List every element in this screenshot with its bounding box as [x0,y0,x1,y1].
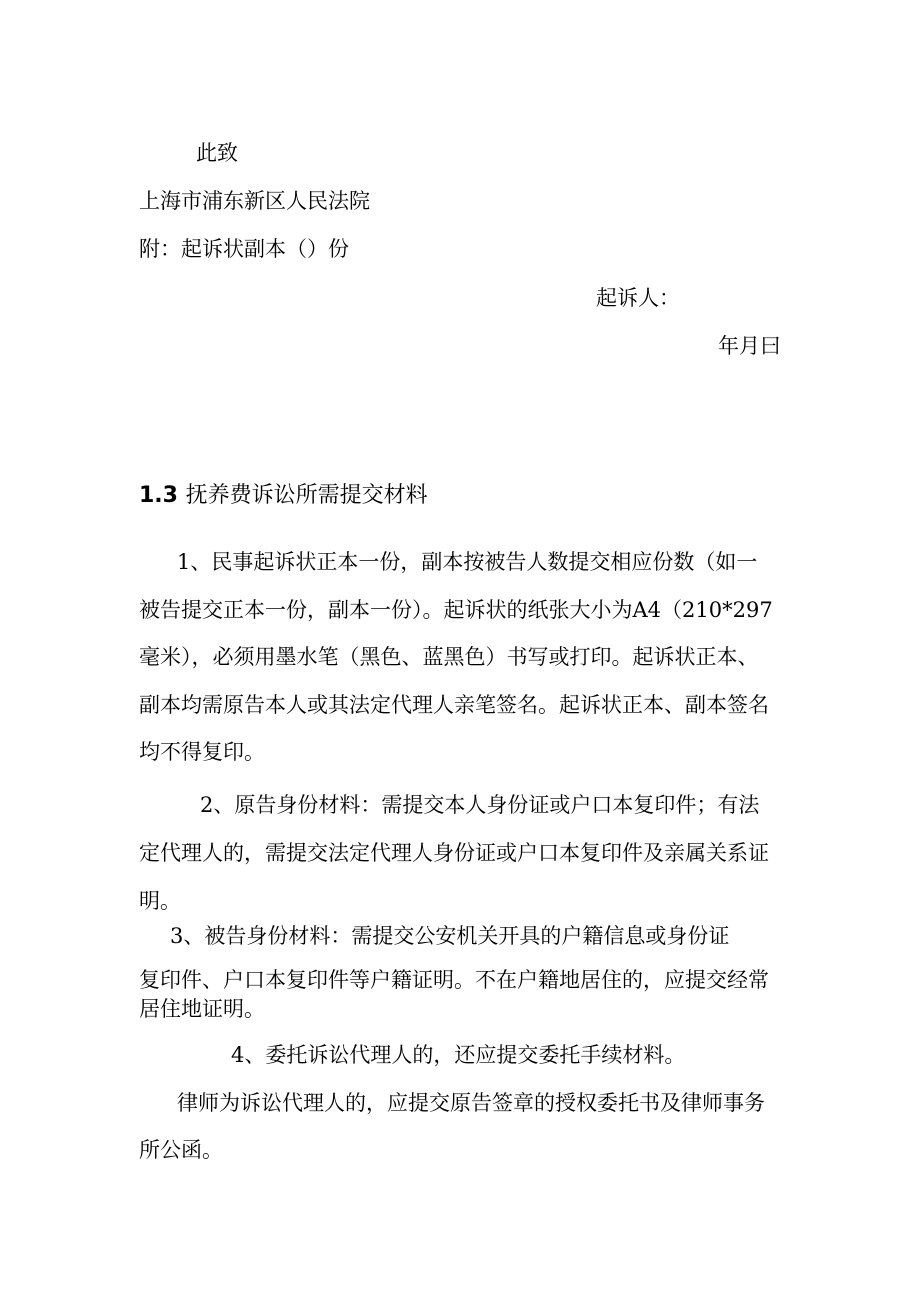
item-1-line-4: 副本均需原告本人或其法定代理人亲笔签名。起诉状正本、副本签名 [139,693,769,717]
date-label: 年月曰 [718,334,781,358]
attachment-note: 附：起诉状副本（）份 [139,237,349,261]
item-3-line-3: 居住地证明。 [139,997,265,1021]
salutation: 此致 [196,141,238,165]
plaintiff-label: 起诉人： [596,286,680,310]
section-heading [139,485,428,507]
item-2-line-1: 2、原告身份材料：需提交本人身份证或户口本复印件；有法 [200,793,760,817]
section-title: 抚养费诉讼所需提交材料 [185,483,428,508]
section-number: 1.3 [139,483,178,508]
item-1-line-3: 毫米），必须用墨水笔（黑色、蓝黑色）书写或打印。起诉状正本、 [139,645,759,669]
item-1-line-2: 被告提交正本一份，副本一份）。起诉状的纸张大小为A4（210*297 [139,598,773,622]
court-name: 上海市浦东新区人民法院 [139,189,370,213]
item-3-line-2: 复印件、户口本复印件等户籍证明。不在户籍地居住的，应提交经常 [139,968,769,992]
lawyer-note-line-2: 所公函。 [139,1138,223,1162]
item-2-line-2: 定代理人的，需提交法定代理人身份证或户口本复印件及亲属关系证 [139,841,769,865]
item-3-line-1: 3、被告身份材料：需提交公安机关开具的户籍信息或身份证 [170,924,730,948]
item-4-line-1: 4、委托诉讼代理人的，还应提交委托手续材料。 [231,1043,686,1067]
item-2-line-3: 明。 [139,889,181,913]
item-1-line-1: 1、民事起诉状正本一份，副本按被告人数提交相应份数（如一 [177,550,758,574]
item-1-line-5: 均不得复印。 [139,740,265,764]
lawyer-note-line-1: 律师为诉讼代理人的，应提交原告签章的授权委托书及律师事务 [177,1091,765,1115]
